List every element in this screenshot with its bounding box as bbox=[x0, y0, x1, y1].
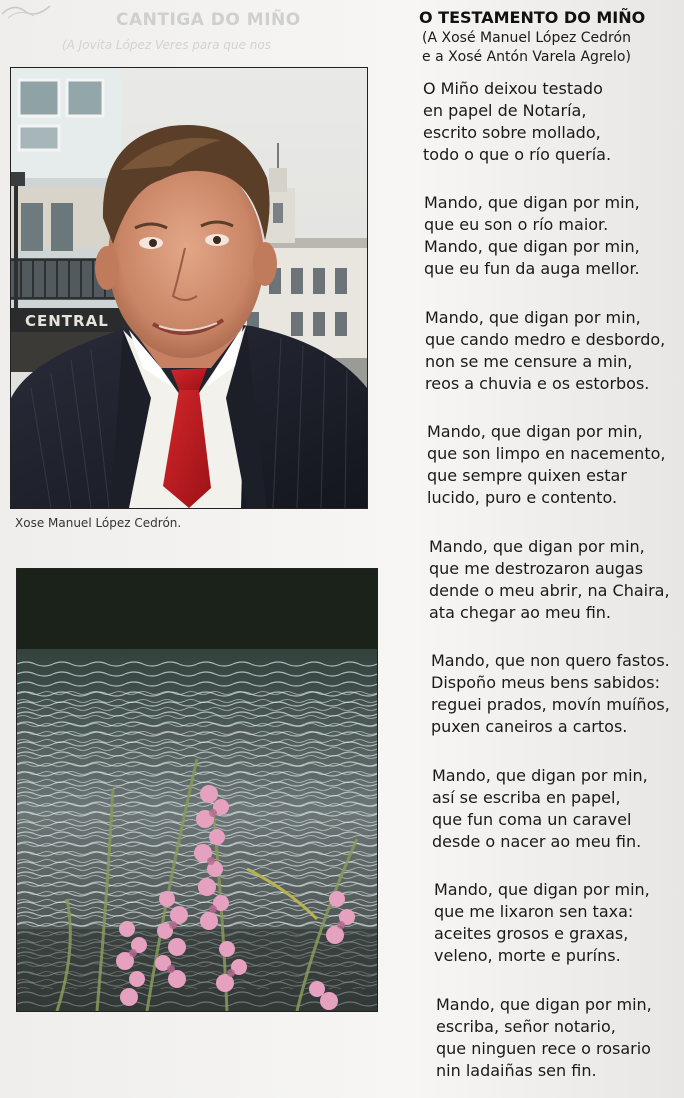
stanza-4 bbox=[427, 421, 684, 509]
verse-line: que eu fun da auga mellor. bbox=[424, 259, 640, 278]
verse-line: aceites grosos e graxas, bbox=[434, 924, 629, 943]
bleed-through-subtitle: (A Jovita López Veres para que nos bbox=[62, 38, 271, 52]
verse-line: puxen caneiros a cartos. bbox=[431, 717, 628, 736]
verse-line: Mando, que non quero fastos. bbox=[431, 651, 670, 670]
stanza-6 bbox=[431, 650, 684, 738]
central-sign-text: CENTRAL bbox=[25, 312, 109, 330]
stanza-9 bbox=[436, 994, 684, 1082]
dedication-line: e a Xosé Antón Varela Agrelo) bbox=[422, 49, 631, 65]
verse-line: Mando, que digan por min, bbox=[432, 766, 648, 785]
verse-line: escrito sobre mollado, bbox=[423, 123, 601, 142]
portrait-caption: Xose Manuel López Cedrón. bbox=[15, 516, 182, 530]
verse-line: que sempre quixen estar bbox=[427, 466, 627, 485]
poem-column bbox=[419, 8, 684, 1098]
verse-line: reos a chuvia e os estorbos. bbox=[425, 374, 650, 393]
verse-line: desde o nacer ao meu fin. bbox=[432, 832, 642, 851]
poem-title: O TESTAMENTO DO MIÑO bbox=[419, 8, 646, 27]
verse-line: que cando medro e desbordo, bbox=[425, 330, 666, 349]
verse-line: lucido, puro e contento. bbox=[427, 488, 618, 507]
verse-line: todo o que o río quería. bbox=[423, 145, 612, 164]
stanza-7 bbox=[432, 765, 684, 853]
verse-line: Mando, que digan por min, bbox=[425, 308, 641, 327]
stanza-5 bbox=[429, 536, 684, 624]
verse-line: que son limpo en nacemento, bbox=[427, 444, 666, 463]
page-corner-ornament bbox=[0, 0, 60, 20]
verse-line: veleno, morte e puríns. bbox=[434, 946, 621, 965]
verse-line: que fun coma un caravel bbox=[432, 810, 632, 829]
verse-line: Mando, que digan por min, bbox=[436, 995, 652, 1014]
river-photo bbox=[16, 568, 378, 1012]
bleed-through-title: CANTIGA DO MIÑO bbox=[116, 10, 301, 30]
dedication-line: (A Xosé Manuel López Cedrón bbox=[422, 30, 631, 46]
verse-line: reguei prados, movín muíños, bbox=[431, 695, 670, 714]
verse-line: que ninguen rece o rosario bbox=[436, 1039, 651, 1058]
verse-line: Mando, que digan por min, bbox=[434, 880, 650, 899]
verse-line: en papel de Notaría, bbox=[423, 101, 587, 120]
verse-line: así se escriba en papel, bbox=[432, 788, 621, 807]
verse-line: Mando, que digan por min, bbox=[424, 193, 640, 212]
portrait-photo bbox=[10, 67, 368, 509]
verse-line: escriba, señor notario, bbox=[436, 1017, 616, 1036]
verse-line: que me lixaron sen taxa: bbox=[434, 902, 634, 921]
stanza-1 bbox=[423, 78, 684, 166]
verse-line: nin ladaiñas sen fin. bbox=[436, 1061, 597, 1080]
stanza-2 bbox=[424, 192, 684, 280]
poem-dedication bbox=[422, 29, 684, 67]
verse-line: Dispoño meus bens sabidos: bbox=[431, 673, 661, 692]
verse-line: dende o meu abrir, na Chaira, bbox=[429, 581, 670, 600]
verse-line: Mando, que digan por min, bbox=[424, 237, 640, 256]
stanza-3 bbox=[425, 307, 684, 395]
verse-line: que me destrozaron augas bbox=[429, 559, 644, 578]
verse-line: ata chegar ao meu fin. bbox=[429, 603, 612, 622]
verse-line: Mando, que digan por min, bbox=[427, 422, 643, 441]
verse-line: O Miño deixou testado bbox=[423, 79, 603, 98]
verse-line: que eu son o río maior. bbox=[424, 215, 609, 234]
verse-line: Mando, que digan por min, bbox=[429, 537, 645, 556]
stanza-8 bbox=[434, 879, 684, 967]
verse-line: non se me censure a min, bbox=[425, 352, 633, 371]
